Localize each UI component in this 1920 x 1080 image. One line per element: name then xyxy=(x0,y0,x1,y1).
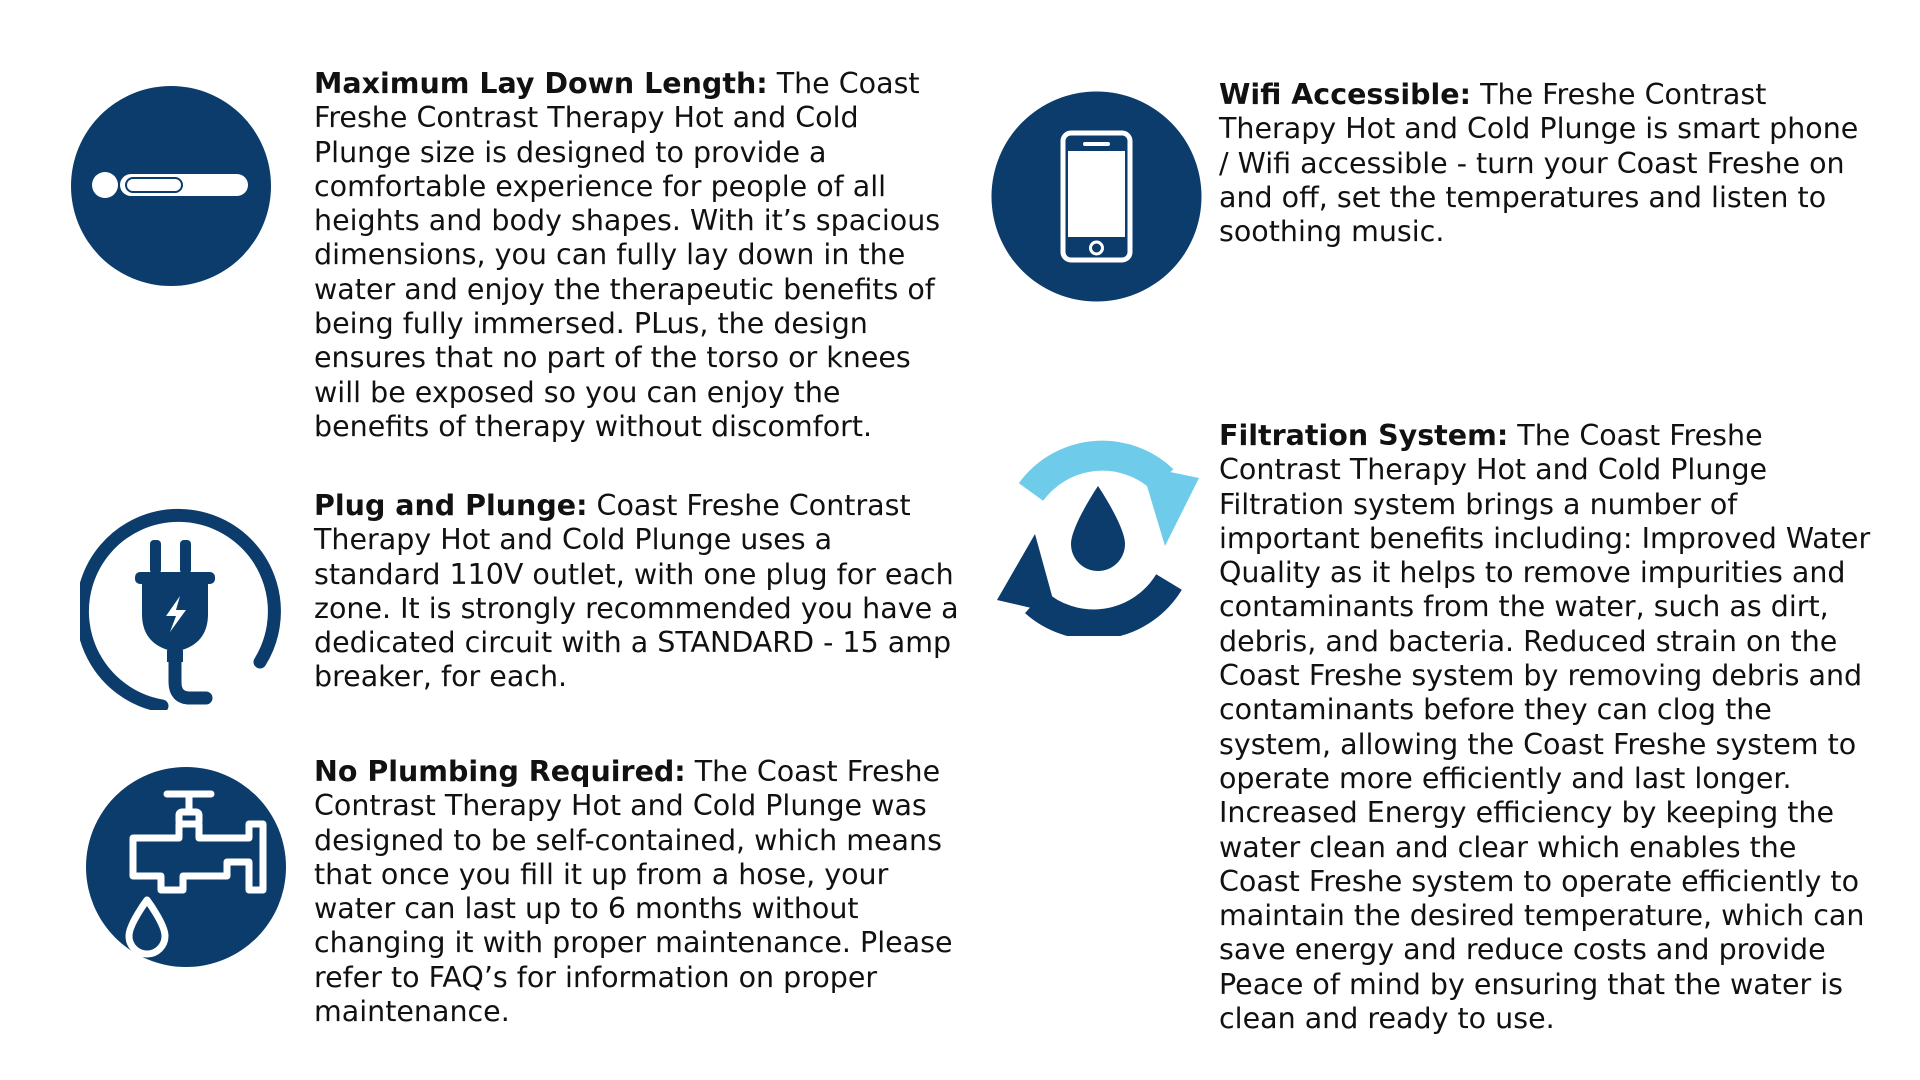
filtration-text xyxy=(1219,419,1884,1036)
smartphone-icon xyxy=(991,91,1202,302)
lay-down-text xyxy=(314,67,954,444)
plug-body: Coast Freshe Contrast Therapy Hot and Cold Plunge uses a standard 110V outlet, with one plug for each zone. It is strongly recommended you have a dedicated circuit with a STANDARD - 15 amp breaker, for each. xyxy=(314,489,959,694)
wifi-text xyxy=(1219,78,1869,249)
water-faucet-icon xyxy=(85,766,287,968)
filtration-title: Filtration System: xyxy=(1219,419,1509,452)
plug-title: Plug and Plunge: xyxy=(314,489,588,522)
wifi-title: Wifi Accessible: xyxy=(1219,78,1472,111)
power-plug-icon xyxy=(80,502,286,710)
person-lying-down-icon xyxy=(70,85,272,287)
wifi-body: The Freshe Contrast Therapy Hot and Cold Plunge is smart phone / Wifi accessible - turn your Coast Freshe on and off, set the temperatures and listen to soothing music. xyxy=(1219,78,1859,249)
lay-down-body: The Coast Freshe Contrast Therapy Hot and Cold Plunge size is designed to provide a comfortable experience for people of all heights and body shapes. With it’s spacious dimensions, you can fully lay down in the water and enjoy the therapeutic benefits of being fully immersed. PLus, the design ensures that no part of the torso or knees will be exposed so you can enjoy the benefits of therapy without discomfort. xyxy=(314,67,941,443)
water-recycle-icon xyxy=(993,440,1203,636)
plumbing-body: The Coast Freshe Contrast Therapy Hot and Cold Plunge was designed to be self-contained, which means that once you fill it up from a hose, your water can last up to 6 months without changing it with proper maintenance. Please refer to FAQ’s for information on proper maintenance. xyxy=(314,755,953,1029)
plumbing-text xyxy=(314,755,954,1029)
plumbing-title: No Plumbing Required: xyxy=(314,755,686,788)
lay-down-title: Maximum Lay Down Length: xyxy=(314,67,768,100)
plug-text xyxy=(314,489,964,695)
filtration-body: The Coast Freshe Contrast Therapy Hot and Cold Plunge Filtration system brings a number of important benefits including: Improved Water Quality as it helps to remove impurities and contaminants from the water, such as dirt, debris, and bacteria. Reduced strain on the Coast Freshe system by removing debris and contaminants before they can clog the system, allowing the Coast Freshe system to operate more efficiently and last longer. Increased Energy efficiency by keeping the water clean and clear which enables the Coast Freshe system to operate efficiently to maintain the desired temperature, which can save energy and reduce costs and provide Peace of mind by ensuring that the water is clean and ready to use. xyxy=(1219,419,1871,1036)
